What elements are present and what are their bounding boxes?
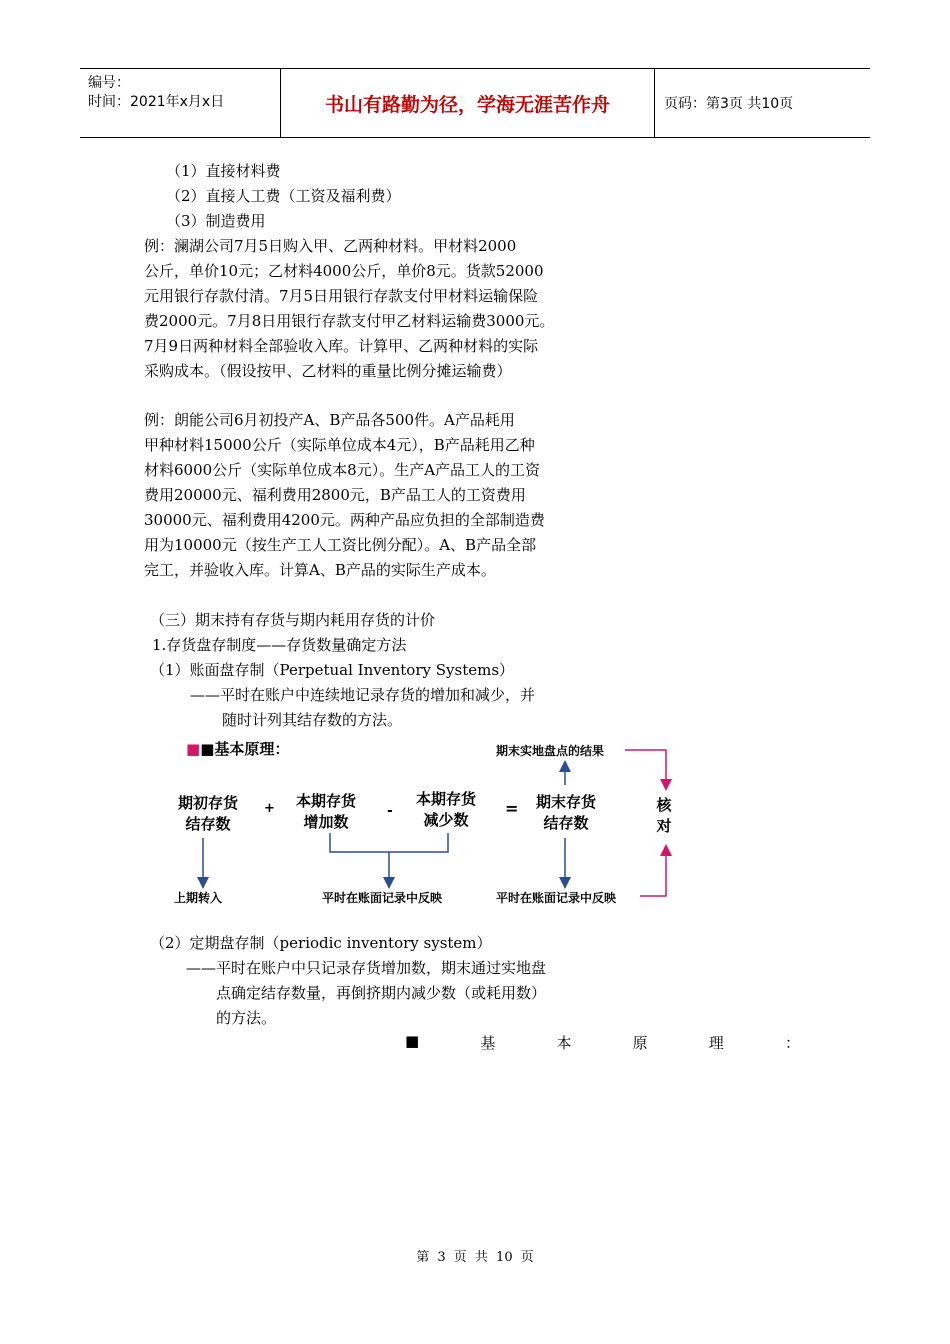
principle-char: ： (784, 1034, 800, 1052)
arrow-check-bottom (640, 850, 666, 896)
basic-principle-line (405, 1032, 800, 1053)
body-line: ——平时在账户中只记录存货增加数，期末通过实地盘 (186, 959, 547, 977)
end-line-2: 结存数 (543, 814, 589, 832)
arrow-check-top (625, 750, 666, 785)
begin-line-1: 期初存货 (177, 794, 238, 812)
body-line: 采购成本。（假设按甲、乙材料的重量比例分摊运输费） (144, 362, 512, 380)
body-line: 7月9日两种材料全部验收入库。计算甲、乙两种材料的实际 (144, 337, 539, 355)
body-line: （2）定期盘存制（periodic inventory system） (150, 934, 492, 952)
body-line: 例：澜湖公司7月5日购入甲、乙两种材料。甲材料2000 (144, 237, 517, 255)
square-bullet-icon: ■ (186, 740, 201, 758)
body-line: 例：朗能公司6月初投产A、B产品各500件。A产品耗用 (144, 411, 515, 429)
perpetual-inventory-diagram (170, 735, 680, 910)
minus-sign: - (387, 803, 393, 819)
body-line: 元用银行存款付清。7月5日用银行存款支付甲材料运输保险 (144, 287, 539, 305)
page-info-text: 页码：第3页 共10页 (664, 96, 794, 112)
principle-char: 原 (632, 1034, 648, 1052)
end-line-1: 期末存货 (535, 793, 596, 811)
body-line: （1）账面盘存制（Perpetual Inventory Systems） (150, 661, 515, 679)
body-line: 材料6000公斤（实际单位成本8元）。生产A产品工人的工资 (144, 461, 541, 479)
header-motto (280, 69, 655, 137)
page-header (80, 68, 870, 138)
diagram-title-text: ■基本原理： (200, 740, 290, 758)
decrease-box (406, 789, 486, 831)
section-heading: （三）期末持有存货与期内耗用存货的计价 (150, 611, 436, 629)
diagram-title (186, 738, 289, 759)
recorded-label-1: 平时在账面记录中反映 (322, 891, 443, 905)
check-label (653, 795, 675, 837)
body-line: 的方法。 (216, 1009, 277, 1027)
increase-line-1: 本期存货 (295, 792, 356, 810)
principle-char: 基 (480, 1034, 496, 1052)
body-line: 点确定结存数量，再倒挤期内减少数（或耗用数） (216, 984, 547, 1002)
number-label: 编号： (88, 75, 130, 91)
body-line: 费用20000元、福利费用2800元，B产品工人的工资费用 (144, 486, 526, 504)
body-line: 甲种材料15000公斤（实际单位成本4元），B产品耗用乙种 (144, 436, 535, 454)
check-char-2: 对 (656, 817, 672, 835)
header-page-info (654, 69, 870, 137)
time-label: 时间：2021年x月x日 (88, 94, 225, 110)
body-line: ——平时在账户中连续地记录存货的增加和减少，并 (190, 686, 536, 704)
body-line: 30000元、福利费用4200元。两种产品应负担的全部制造费 (144, 511, 545, 529)
recorded-label-2: 平时在账面记录中反映 (496, 891, 617, 905)
body-line: 用为10000元（按生产工人工资比例分配）。A、B产品全部 (144, 536, 537, 554)
begin-balance-box (170, 793, 246, 835)
bracket-increase-decrease (330, 833, 448, 852)
decrease-line-2: 减少数 (423, 811, 469, 829)
square-bullet-icon: ■ (405, 1032, 420, 1050)
principle-char: 理 (708, 1034, 724, 1052)
body-line: （3）制造费用 (166, 212, 266, 230)
principle-char: 本 (556, 1034, 572, 1052)
physical-count-label: 期末实地盘点的结果 (496, 744, 605, 758)
body-line: （1）直接材料费 (166, 162, 281, 180)
increase-line-2: 增加数 (303, 813, 349, 831)
check-char-1: 核 (656, 796, 672, 814)
decrease-line-1: 本期存货 (415, 790, 476, 808)
body-line: 费2000元。7月8日用银行存款支付甲乙材料运输费3000元。 (144, 312, 555, 330)
carried-over-label: 上期转入 (174, 891, 223, 905)
plus-sign: + (264, 801, 275, 816)
header-meta (80, 69, 280, 137)
subsection-heading: 1.存货盘存制度——存货数量确定方法 (152, 636, 407, 654)
body-line: 完工，并验收入库。计算A、B产品的实际生产成本。 (144, 561, 496, 579)
motto-text: 书山有路勤为径，学海无涯苦作舟 (324, 93, 610, 116)
equals-sign: = (505, 799, 519, 818)
body-line: 随时计列其结存数的方法。 (222, 711, 403, 729)
body-line: 公斤，单价10元；乙材料4000公斤，单价8元。货款52000 (144, 262, 544, 280)
end-balance-box (526, 792, 606, 834)
page-footer: 第 3 页 共 10 页 (416, 1250, 534, 1265)
body-line: （2）直接人工费（工资及福利费） (166, 187, 401, 205)
begin-line-2: 结存数 (185, 815, 231, 833)
increase-box (286, 791, 366, 833)
